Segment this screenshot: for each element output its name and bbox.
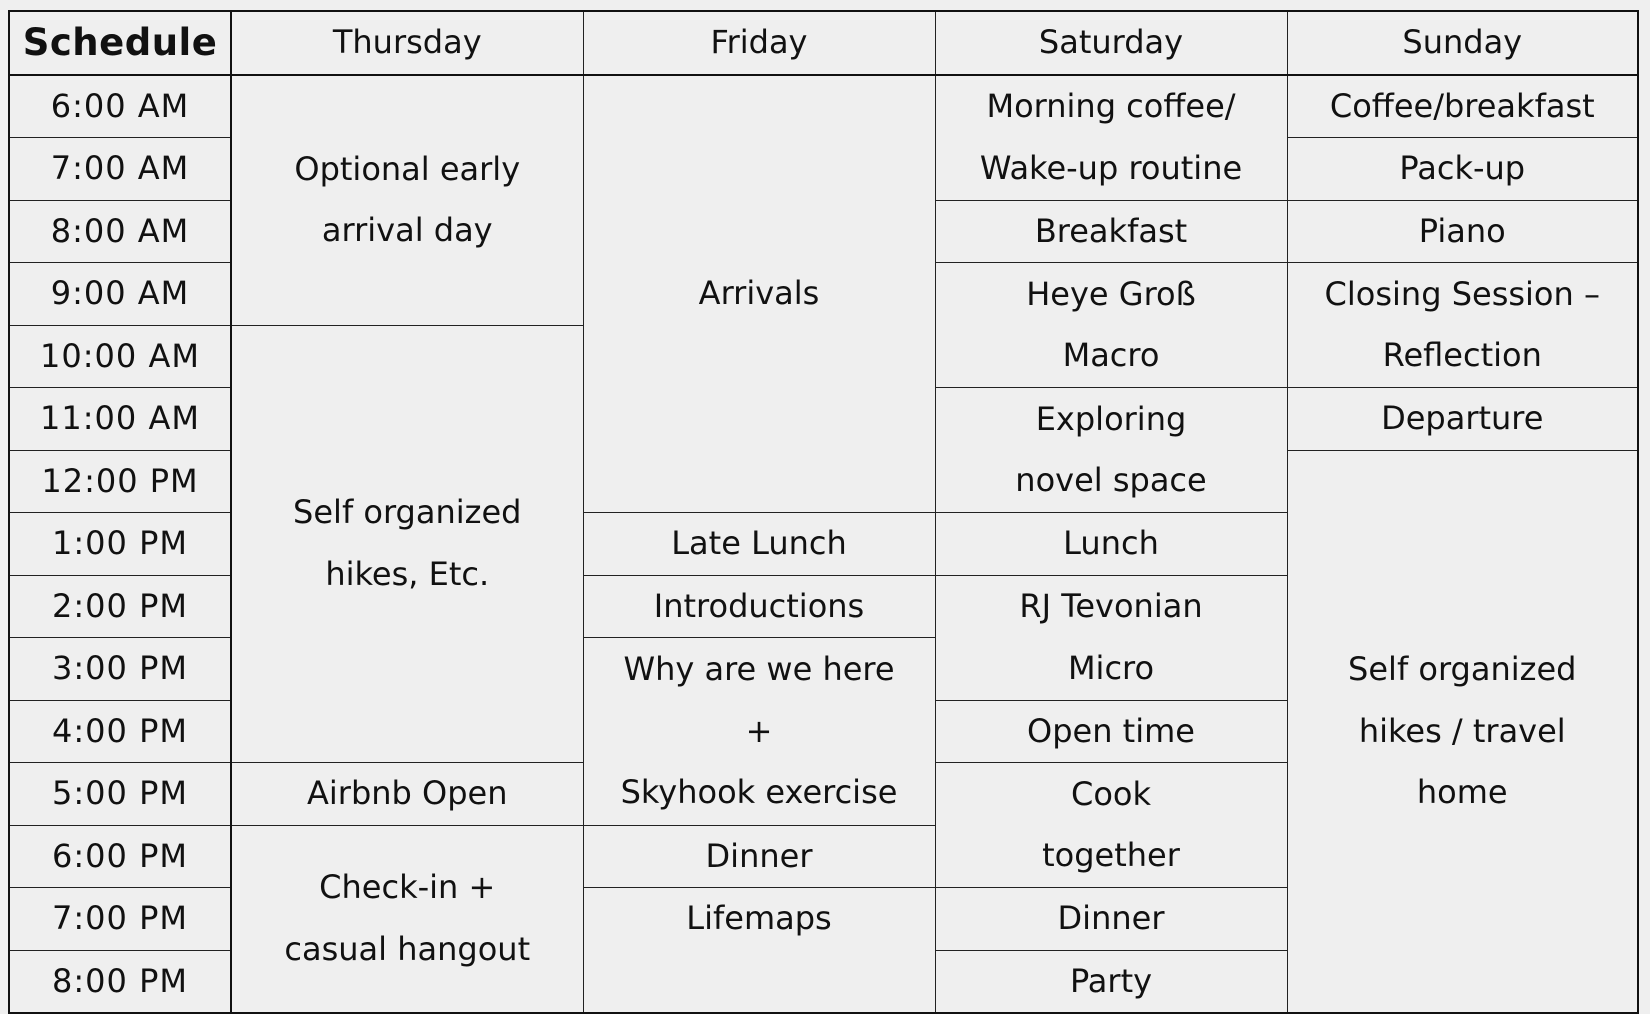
time-label: 6:00 AM <box>9 75 231 138</box>
event-label: Pack-up <box>1399 149 1526 187</box>
event-friday-dinner <box>583 825 935 888</box>
event-label: Exploring novel space <box>1015 399 1207 499</box>
event-heye-gross-macro <box>935 263 1287 388</box>
time-label: 8:00 AM <box>9 200 231 263</box>
event-label: Airbnb Open <box>307 774 508 812</box>
time-label: 12:00 PM <box>9 450 231 513</box>
event-saturday-dinner <box>935 888 1287 951</box>
event-piano <box>1287 200 1638 263</box>
time-label: 8:00 PM <box>9 950 231 1013</box>
time-label: 9:00 AM <box>9 263 231 326</box>
event-cook-together <box>935 763 1287 888</box>
time-label: 2:00 PM <box>9 575 231 638</box>
time-row <box>9 75 1638 138</box>
event-departure <box>1287 388 1638 451</box>
event-closing-session <box>1287 263 1638 388</box>
event-self-organized-hikes <box>231 325 583 763</box>
time-label: 10:00 AM <box>9 325 231 388</box>
event-label: Heye Groß Macro <box>1026 274 1196 374</box>
event-label: Closing Session – Reflection <box>1324 274 1600 374</box>
event-breakfast <box>935 200 1287 263</box>
event-lunch <box>935 513 1287 576</box>
event-why-are-we-here <box>583 638 935 826</box>
event-checkin-hangout <box>231 825 583 1013</box>
time-label: 7:00 PM <box>9 888 231 951</box>
event-optional-early-arrival <box>231 75 583 326</box>
event-label: Late Lunch <box>671 524 847 562</box>
event-open-time <box>935 700 1287 763</box>
header-row <box>9 11 1638 75</box>
event-arrivals <box>583 75 935 513</box>
event-label: Departure <box>1381 399 1544 437</box>
event-label: Open time <box>1027 711 1195 750</box>
event-label: Dinner <box>705 836 813 875</box>
event-coffee-breakfast <box>1287 75 1638 138</box>
event-label: Lifemaps <box>686 899 832 937</box>
event-label: Self organized hikes, Etc. <box>293 493 522 593</box>
time-label: 7:00 AM <box>9 138 231 201</box>
event-introductions <box>583 575 935 638</box>
event-label: Cook together <box>1042 774 1180 874</box>
event-label: Why are we here + Skyhook exercise <box>620 650 898 811</box>
event-label: Check-in + casual hangout <box>284 868 531 968</box>
event-label: Piano <box>1418 211 1506 250</box>
time-label: 3:00 PM <box>9 638 231 701</box>
event-label: Optional early arrival day <box>294 149 521 249</box>
event-rj-tevonian-micro <box>935 575 1287 700</box>
day-header-saturday: Saturday <box>935 11 1287 75</box>
schedule-container <box>8 10 1639 1014</box>
event-airbnb-open <box>231 763 583 826</box>
event-label: RJ Tevonian Micro <box>1019 587 1203 687</box>
event-label: Dinner <box>1057 899 1165 937</box>
time-label: 6:00 PM <box>9 825 231 888</box>
time-label: 1:00 PM <box>9 513 231 576</box>
time-label: 11:00 AM <box>9 388 231 451</box>
day-header-friday: Friday <box>583 11 935 75</box>
event-party <box>935 950 1287 1013</box>
day-header-thursday: Thursday <box>231 11 583 75</box>
event-label: Arrivals <box>698 274 820 312</box>
event-label: Lunch <box>1063 524 1159 562</box>
event-label: Breakfast <box>1034 211 1188 250</box>
event-lifemaps <box>583 888 935 1014</box>
event-exploring-novel-space <box>935 388 1287 513</box>
event-label: Coffee/breakfast <box>1329 86 1595 125</box>
event-self-organized-travel <box>1287 450 1638 1013</box>
event-label: Morning coffee/ Wake-up routine <box>979 87 1243 187</box>
event-label: Introductions <box>653 586 865 625</box>
time-label: 5:00 PM <box>9 763 231 826</box>
event-late-lunch <box>583 513 935 576</box>
event-label: Party <box>1069 961 1153 1000</box>
schedule-title: Schedule <box>9 11 231 75</box>
event-label: Self organized hikes / travel home <box>1348 650 1577 811</box>
day-header-sunday: Sunday <box>1287 11 1638 75</box>
schedule-table <box>8 10 1639 1014</box>
event-pack-up <box>1287 138 1638 201</box>
time-label: 4:00 PM <box>9 700 231 763</box>
event-morning-coffee <box>935 75 1287 201</box>
